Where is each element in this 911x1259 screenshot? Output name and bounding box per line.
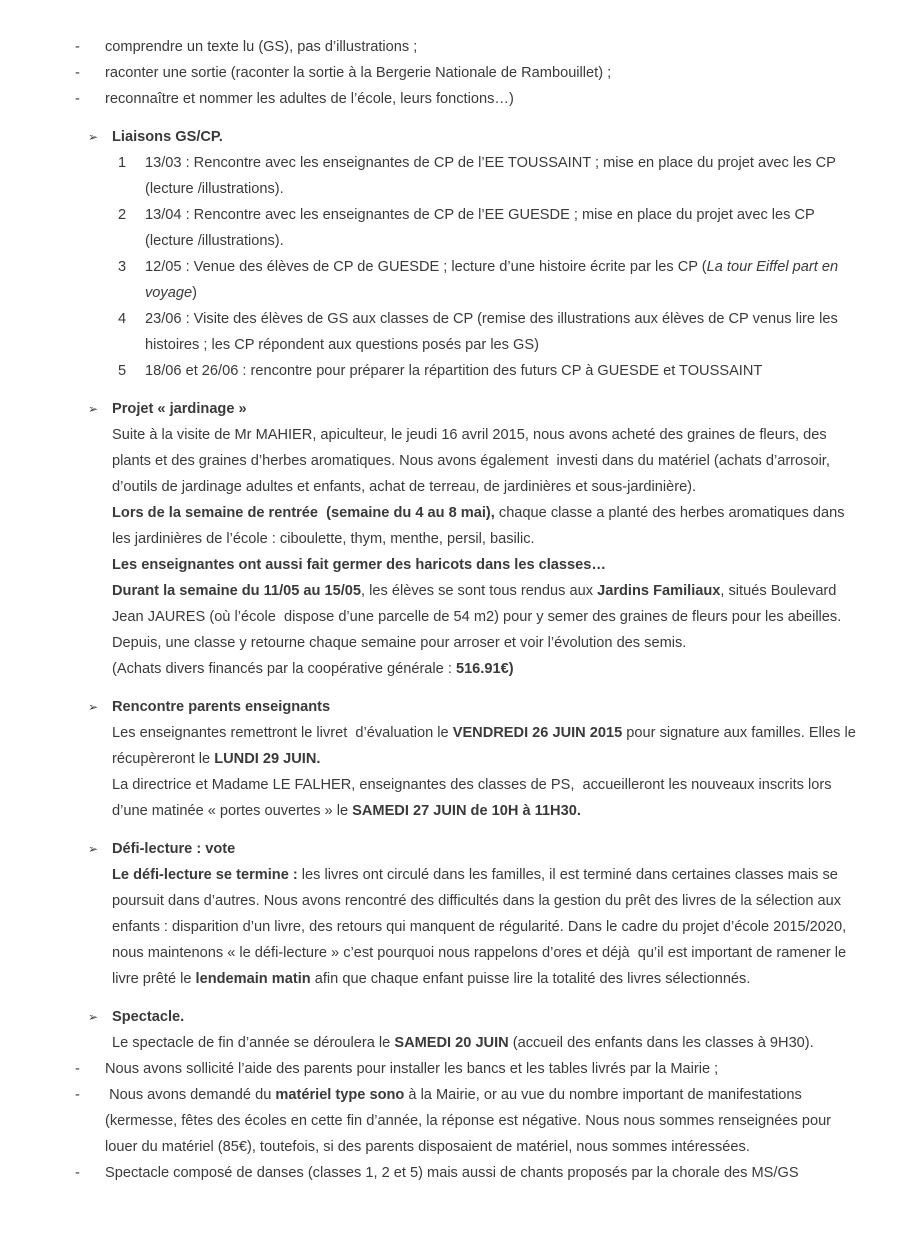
section-projet-jardinage — [0, 396, 911, 682]
text-run: LUNDI 29 JUIN. — [214, 751, 321, 767]
paragraph — [0, 720, 911, 772]
text-run: Spectacle composé de danses (classes 1, 2 et 5) mais aussi de chants proposés par la chorale des MS/GS — [105, 1165, 799, 1181]
text-run: (accueil des enfants dans les classes à 9H30). — [508, 1035, 814, 1051]
text-run: reconnaître et nommer les adultes de l’école, leurs fonctions…) — [105, 91, 514, 107]
section-title: Rencontre parents enseignants — [112, 699, 331, 715]
text-run: lendemain matin — [195, 971, 311, 987]
item-text — [145, 254, 859, 306]
numbered-item — [0, 306, 911, 358]
document-body — [0, 34, 911, 1186]
section-header — [0, 836, 911, 862]
text-run: Lors de la semaine de rentrée (semaine du 4 au 8 mai), — [112, 505, 495, 521]
text-run: chaque classe a planté des herbes aromatiques dans les jardinières de l’école : ciboulette, thym, menthe, persil, basilic. — [112, 505, 849, 547]
section-title: Défi-lecture : vote — [112, 841, 236, 857]
arrow-bullet-icon: ➢ — [88, 1010, 99, 1024]
paragraph — [0, 656, 911, 682]
text-run: Le défi-lecture se termine : — [112, 867, 298, 883]
text-run: 18/06 et 26/06 : rencontre pour préparer la répartition des futurs CP à GUESDE et TOUSSAINT — [145, 363, 763, 379]
section-title: Projet « jardinage » — [112, 401, 247, 417]
paragraph — [0, 552, 911, 578]
text-run: raconter une sortie (raconter la sortie à la Bergerie Nationale de Rambouillet) ; — [105, 65, 612, 81]
paragraph — [0, 630, 911, 656]
arrow-bullet-icon: ➢ — [88, 842, 99, 856]
dash-icon: - — [75, 1165, 80, 1181]
section-header — [0, 1004, 911, 1030]
section-header — [0, 694, 911, 720]
text-run: à la Mairie, or au vue du nombre important de manifestations (kermesse, fêtes des écoles en cette fin d’année, la réponse est négative. Nous nous sommes renseignées pour louer du matériel (85€), toutefois, si des parents disposaient de matériel, nous sommes intéressées. — [105, 1087, 836, 1155]
numbered-item — [0, 358, 911, 384]
section-header — [0, 124, 911, 150]
text-run: SAMEDI 27 JUIN de 10H à 11H30. — [352, 803, 581, 819]
text-run: , situés Boulevard Jean JAURES (où l’école dispose d’une parcelle de 54 m2) pour y semer des graines de fleurs pour les abeilles. — [112, 583, 842, 625]
paragraph — [0, 1030, 911, 1056]
text-run: 13/04 : Rencontre avec les enseignantes de CP de l’EE GUESDE ; mise en place du projet avec les CP (lecture /illustrations). — [145, 207, 819, 249]
text-run: 13/03 : Rencontre avec les enseignantes de CP de l’EE TOUSSAINT ; mise en place du projet avec les CP (lecture /illustrations). — [145, 155, 840, 197]
text-run: SAMEDI 20 JUIN — [394, 1035, 509, 1051]
paragraph — [0, 500, 911, 552]
section-defi-lecture-vote — [0, 836, 911, 992]
text-run: Le spectacle de fin d’année se déroulera le — [112, 1035, 395, 1051]
text-run: Depuis, une classe y retourne chaque semaine pour arroser et voir l’évolution des semis. — [112, 635, 687, 651]
text-run: Suite à la visite de Mr MAHIER, apiculteur, le jeudi 16 avril 2015, nous avons acheté des graines de fleurs, des plants et des graines d’herbes aromatiques. Nous avons également investi dans du matériel (achats d’arrosoir, d’outils de jardinage adultes et enfants, achat de terreau, de jardinières et sous-jardinière). — [112, 427, 834, 495]
paragraph — [0, 862, 911, 992]
text-run: La directrice et Madame LE FALHER, enseignantes des classes de PS, accueilleront les nouveaux inscrits lors d’une matinée « portes ouvertes » le — [112, 777, 836, 819]
bullet-text — [105, 86, 863, 112]
text-run: ) — [192, 285, 197, 301]
text-run: matériel type sono — [275, 1087, 405, 1103]
text-run: 12/05 : Venue des élèves de CP de GUESDE ; lecture d’une histoire écrite par les CP ( — [145, 259, 707, 275]
dash-icon: - — [75, 65, 80, 81]
text-run: Durant la semaine du 11/05 au 15/05 — [112, 583, 362, 599]
bullet-text — [105, 60, 863, 86]
intro-bullet-item — [0, 34, 911, 60]
text-run: La tour Eiffel part en voyage — [145, 259, 843, 301]
item-text — [145, 150, 859, 202]
paragraph — [0, 772, 911, 824]
item-number: 1 — [118, 155, 127, 171]
dash-item — [0, 1160, 911, 1186]
text-run: (Achats divers financés par la coopérative générale : — [112, 661, 456, 677]
paragraph — [0, 578, 911, 630]
item-text — [145, 306, 859, 358]
dash-icon: - — [75, 39, 80, 55]
text-run: comprendre un texte lu (GS), pas d’illustrations ; — [105, 39, 418, 55]
section-header — [0, 396, 911, 422]
item-text — [105, 1082, 863, 1160]
text-run: Jardins Familiaux — [597, 583, 721, 599]
text-run: afin que chaque enfant puisse lire la totalité des livres sélectionnés. — [310, 971, 751, 987]
arrow-bullet-icon: ➢ — [88, 130, 99, 144]
item-number: 2 — [118, 207, 127, 223]
dash-icon: - — [75, 1087, 80, 1103]
section-title: Liaisons GS/CP. — [112, 129, 223, 145]
text-run: Les enseignantes remettront le livret d’évaluation le — [112, 725, 453, 741]
text-run: Nous avons demandé du — [105, 1087, 276, 1103]
text-run: Les enseignantes ont aussi fait germer des haricots dans les classes… — [112, 557, 606, 573]
intro-bullet-item — [0, 60, 911, 86]
numbered-item — [0, 150, 911, 202]
dash-item — [0, 1082, 911, 1160]
text-run: 516.91€) — [455, 661, 514, 677]
item-text — [105, 1056, 863, 1082]
section-title: Spectacle. — [112, 1009, 185, 1025]
text-run: les livres ont circulé dans les familles, il est terminé dans certaines classes mais se poursuit dans d’autres. Nous avons rencontré des difficultés dans la gestion du prêt des livres de la sélection aux enfants : disparition d’un livre, des retours qui manquent de régularité. Dans le cadre du projet d’école 2015/2020, nous maintenons « le défi-lecture » c’est pourquoi nous rappelons d’ores et déjà qu’il est important de ramener le livre prêté le — [112, 867, 851, 987]
text-run: , les élèves se sont tous rendus aux — [361, 583, 598, 599]
item-text — [145, 358, 859, 384]
item-number: 4 — [118, 311, 127, 327]
item-number: 3 — [118, 259, 127, 275]
dash-icon: - — [75, 91, 80, 107]
arrow-bullet-icon: ➢ — [88, 402, 99, 416]
dash-icon: - — [75, 1061, 80, 1077]
text-run: pour signature aux familles. Elles le récupèreront le — [112, 725, 860, 767]
item-number: 5 — [118, 363, 127, 379]
item-text — [105, 1160, 863, 1186]
section-rencontre-parents-enseignants — [0, 694, 911, 824]
bullet-text — [105, 34, 863, 60]
intro-bullet-item — [0, 86, 911, 112]
section-liaisons-gs-cp — [0, 124, 911, 384]
text-run: 23/06 : Visite des élèves de GS aux classes de CP (remise des illustrations aux élèves de CP venus lire les histoires ; les CP répondent aux questions posés par les GS) — [145, 311, 842, 353]
arrow-bullet-icon: ➢ — [88, 700, 99, 714]
text-run: Nous avons sollicité l’aide des parents pour installer les bancs et les tables livrés par la Mairie ; — [105, 1061, 719, 1077]
numbered-item — [0, 254, 911, 306]
text-run: VENDREDI 26 JUIN 2015 — [452, 725, 623, 741]
numbered-item — [0, 202, 911, 254]
dash-item — [0, 1056, 911, 1082]
item-text — [145, 202, 859, 254]
section-spectacle — [0, 1004, 911, 1186]
paragraph — [0, 422, 911, 500]
